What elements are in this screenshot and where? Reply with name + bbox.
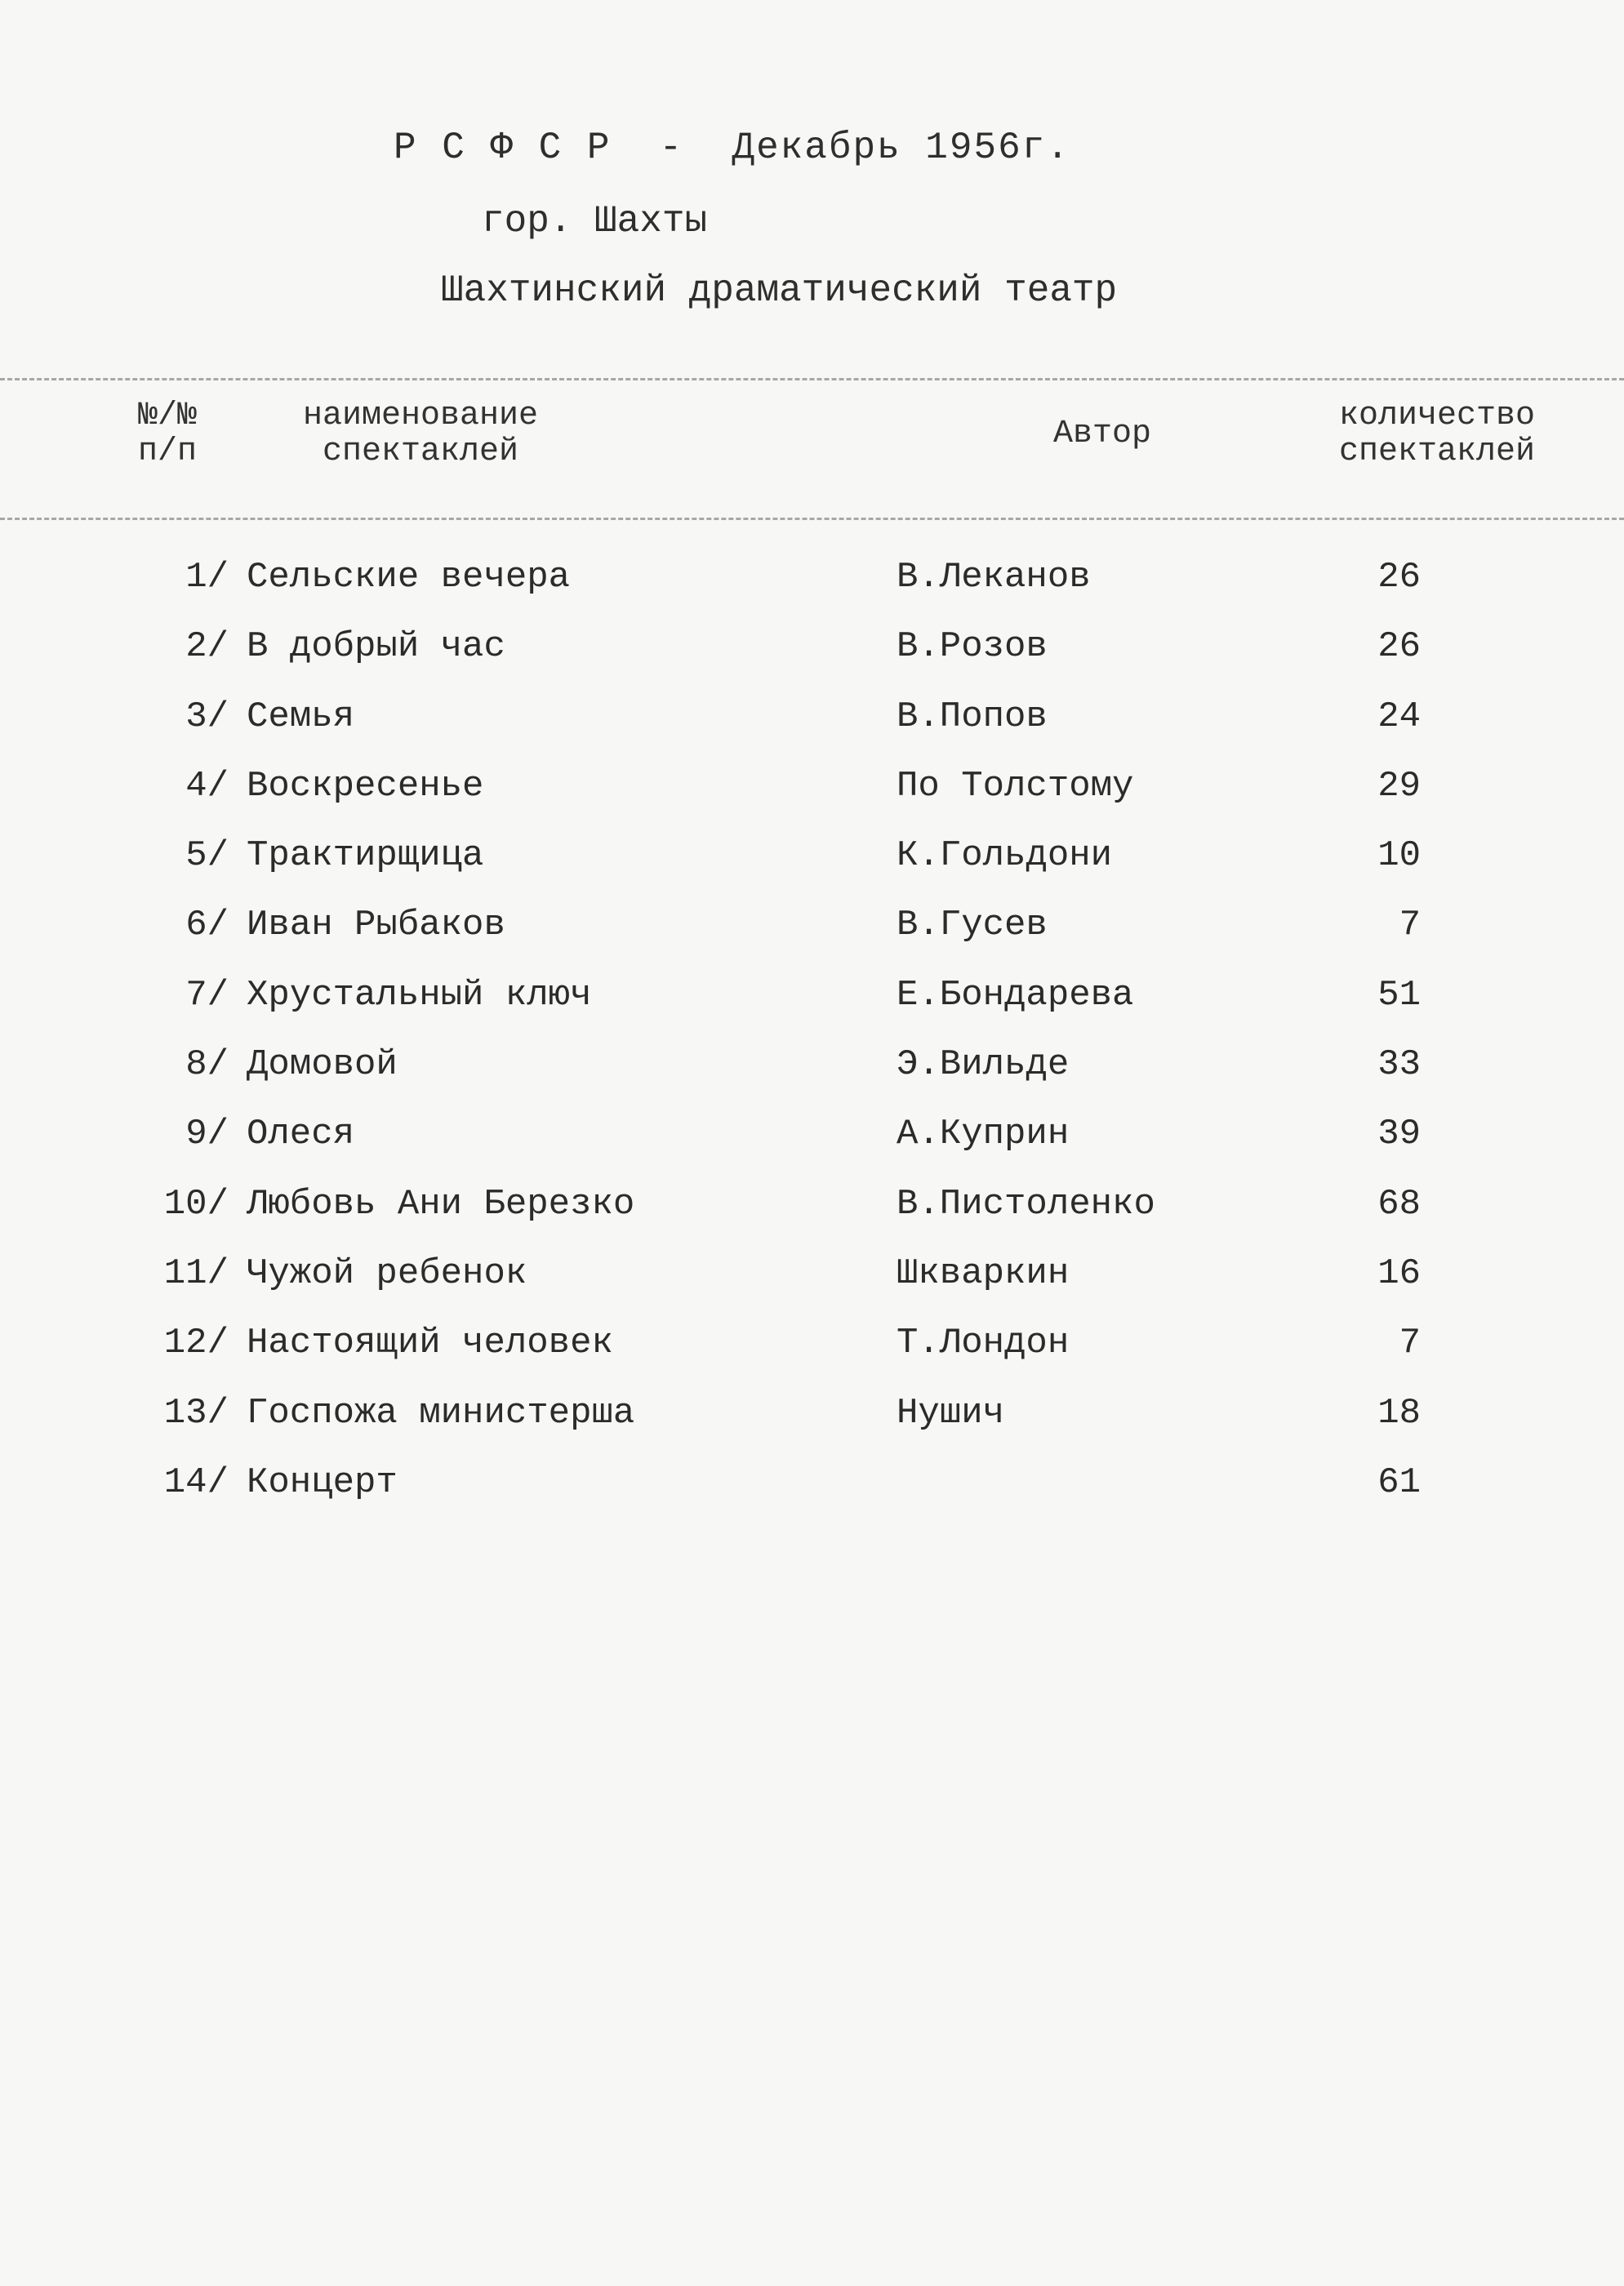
- performance-title: Иван Рыбаков: [247, 905, 505, 946]
- performance-author: К.Гольдони: [897, 835, 1113, 877]
- table-row: [0, 1313, 1624, 1382]
- table-row: [0, 1174, 1624, 1243]
- performance-title: Трактирщица: [247, 835, 484, 877]
- row-number: 10/: [163, 1183, 229, 1225]
- performance-author: В.Розов: [897, 626, 1048, 668]
- table-row: [0, 825, 1624, 895]
- table-row: [0, 1243, 1624, 1313]
- row-number: 9/: [185, 1114, 229, 1155]
- performance-title: В добрый час: [247, 626, 505, 668]
- document-title: Р С Ф С Р - Декабрь 1956г.: [394, 127, 1070, 169]
- performance-author: Шкваркин: [897, 1252, 1070, 1294]
- column-header-count: количество спектаклей: [1338, 398, 1536, 470]
- performance-author: Нушич: [897, 1392, 1005, 1434]
- column-header-name: наименование спектаклей: [302, 398, 539, 470]
- table-header-rule: [0, 518, 1624, 520]
- row-number: 2/: [185, 626, 229, 668]
- row-number: 4/: [185, 765, 229, 807]
- performance-author: А.Куприн: [897, 1114, 1070, 1155]
- row-number: 1/: [185, 557, 229, 598]
- table-row: [0, 895, 1624, 964]
- performance-count: 24: [1377, 696, 1421, 737]
- performance-title: Чужой ребенок: [247, 1252, 527, 1294]
- column-header-number: №/№ п/п: [137, 398, 197, 470]
- performance-count: 26: [1377, 557, 1421, 598]
- performance-author: В.Леканов: [897, 557, 1091, 598]
- performance-count: 33: [1377, 1044, 1421, 1086]
- performance-count: 10: [1377, 835, 1421, 877]
- theatre-name: Шахтинский драматический театр: [441, 269, 1118, 312]
- performance-count: 26: [1377, 626, 1421, 668]
- table-row: [0, 547, 1624, 616]
- performance-count: 7: [1399, 905, 1421, 946]
- row-number: 8/: [185, 1044, 229, 1086]
- table-row: [0, 756, 1624, 825]
- performance-author: В.Гусев: [897, 905, 1048, 946]
- performance-title: Сельские вечера: [247, 557, 571, 598]
- performance-author: В.Попов: [897, 696, 1048, 737]
- table-row: [0, 687, 1624, 756]
- row-number: 14/: [163, 1461, 229, 1503]
- performance-table: [0, 547, 1624, 1522]
- city-line: гор. Шахты: [482, 200, 708, 242]
- table-row: [0, 1452, 1624, 1522]
- performance-author: Е.Бондарева: [897, 974, 1134, 1016]
- row-number: 13/: [163, 1392, 229, 1434]
- table-row: [0, 1383, 1624, 1452]
- performance-title: Семья: [247, 696, 355, 737]
- performance-title: Домовой: [247, 1044, 398, 1086]
- table-top-rule: [0, 378, 1624, 380]
- performance-author: В.Пистоленко: [897, 1183, 1155, 1225]
- performance-count: 16: [1377, 1252, 1421, 1294]
- table-row: [0, 965, 1624, 1034]
- row-number: 6/: [185, 905, 229, 946]
- performance-title: Воскресенье: [247, 765, 484, 807]
- performance-count: 61: [1377, 1461, 1421, 1503]
- row-number: 12/: [163, 1323, 229, 1364]
- performance-count: 51: [1377, 974, 1421, 1016]
- table-row: [0, 616, 1624, 686]
- performance-author: Э.Вильде: [897, 1044, 1070, 1086]
- row-number: 5/: [185, 835, 229, 877]
- row-number: 3/: [185, 696, 229, 737]
- performance-count: 68: [1377, 1183, 1421, 1225]
- row-number: 11/: [163, 1252, 229, 1294]
- performance-title: Хрустальный ключ: [247, 974, 592, 1016]
- performance-author: По Толстому: [897, 765, 1134, 807]
- performance-title: Олеся: [247, 1114, 355, 1155]
- performance-title: Настоящий человек: [247, 1323, 613, 1364]
- row-number: 7/: [185, 974, 229, 1016]
- table-row: [0, 1034, 1624, 1104]
- table-row: [0, 1104, 1624, 1173]
- performance-title: Концерт: [247, 1461, 398, 1503]
- performance-count: 18: [1377, 1392, 1421, 1434]
- performance-title: Госпожа министерша: [247, 1392, 635, 1434]
- column-header-author: Автор: [1052, 416, 1152, 452]
- performance-author: Т.Лондон: [897, 1323, 1070, 1364]
- performance-count: 39: [1377, 1114, 1421, 1155]
- performance-title: Любовь Ани Березко: [247, 1183, 635, 1225]
- performance-count: 7: [1399, 1323, 1421, 1364]
- performance-count: 29: [1377, 765, 1421, 807]
